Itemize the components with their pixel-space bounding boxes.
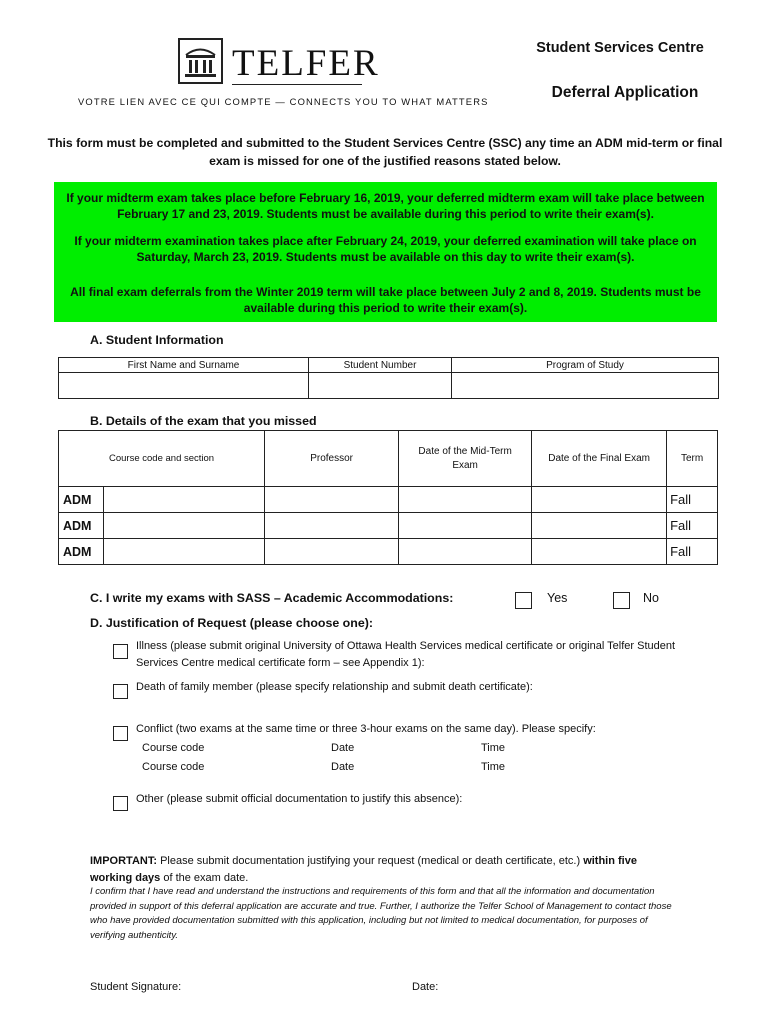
signature-label: Student Signature: (90, 981, 182, 993)
course-prefix: ADM (59, 513, 104, 539)
table-row (59, 513, 718, 539)
deferral-notice-box (54, 182, 717, 322)
illness-label: Illness (please submit original University of Ottawa Health Services medical certificate or original Telfer Student Services Centre medical certificate form – see Appendix 1): (136, 640, 676, 669)
other-label: Other (please submit official documentation to justify this absence): (136, 793, 463, 805)
final-date-field[interactable] (532, 539, 667, 565)
notice-final: All final exam deferrals from the Winter 2019 term will take place between July 2 and 8, 2019. Students must be available during this period to write their exam(s). (70, 285, 701, 315)
important-deadline: within five working days (90, 855, 637, 884)
sass-no-label: No (643, 591, 659, 605)
sass-yes-label: Yes (547, 591, 568, 605)
conflict-checkbox[interactable] (113, 726, 128, 741)
illness-checkbox[interactable] (113, 644, 128, 659)
section-d-title: D. Justification of Request (please choose one): (90, 616, 373, 630)
final-date-field[interactable] (532, 513, 667, 539)
intro-text: This form must be completed and submitted to the Student Services Centre (SSC) any time an ADM mid-term or final exam is missed for one of the justified reasons stated below. (47, 136, 723, 168)
student-number-field[interactable] (309, 373, 452, 399)
col-midterm-date-header: Date of the Mid-Term Exam (399, 431, 532, 487)
term-value: Fall (667, 487, 718, 513)
col-name-header: First Name and Surname (59, 358, 309, 373)
sass-yes-checkbox[interactable] (515, 592, 532, 609)
col-final-date-header: Date of the Final Exam (532, 431, 667, 487)
term-value: Fall (667, 513, 718, 539)
col-student-number-header: Student Number (309, 358, 452, 373)
table-row (59, 539, 718, 565)
conflict-course-code-1: Course code (142, 742, 205, 754)
conflict-date-2: Date (331, 761, 355, 773)
conflict-time-2: Time (481, 761, 506, 773)
midterm-date-field[interactable] (399, 513, 532, 539)
logo-rule (232, 84, 362, 85)
final-date-field[interactable] (532, 487, 667, 513)
conflict-date-1: Date (331, 742, 355, 754)
tagline: VOTRE LIEN AVEC CE QUI COMPTE — CONNECTS YOU TO WHAT MATTERS (78, 96, 489, 107)
other-checkbox[interactable] (113, 796, 128, 811)
conflict-course-code-2: Course code (142, 761, 205, 773)
declaration-text: I confirm that I have read and understand the instructions and requirements of this form and that all the information and documentation provided in support of this deferral application are accurate and true. Further, I authorize the Telfer School of Management to contact those who have provided documentation submitted with this application, including but not limited to medical documentation, for purposes of verifying authenticity. (90, 886, 672, 941)
course-section-field[interactable] (104, 487, 265, 513)
exam-details-table (58, 430, 718, 565)
course-prefix: ADM (59, 487, 104, 513)
col-term-header: Term (667, 431, 718, 487)
midterm-date-field[interactable] (399, 539, 532, 565)
col-course-header: Course code and section (59, 431, 265, 487)
section-c-title: C. I write my exams with SASS – Academic Accommodations: (90, 591, 454, 605)
program-field[interactable] (452, 373, 719, 399)
course-section-field[interactable] (104, 513, 265, 539)
course-prefix: ADM (59, 539, 104, 565)
notice-midterm-before: If your midterm exam takes place before February 16, 2019, your deferred midterm exam will take place between February 17 and 23, 2019. Students must be available during this period to write their exam(s). (66, 191, 705, 221)
notice-midterm-after: If your midterm examination takes place after February 24, 2019, your deferred examination will take place on Saturday, March 23, 2019. Students must be available on this day to write their exam(s). (74, 234, 697, 264)
section-a-title: A. Student Information (90, 333, 224, 347)
sass-no-checkbox[interactable] (613, 592, 630, 609)
death-label: Death of family member (please specify relationship and submit death certificate): (136, 681, 533, 693)
signature-date-label: Date: (412, 981, 439, 993)
important-text: Please submit documentation justifying your request (medical or death certificate, etc.) (160, 855, 581, 867)
professor-field[interactable] (265, 539, 399, 565)
section-b-title: B. Details of the exam that you missed (90, 414, 317, 428)
table-row (59, 487, 718, 513)
name-field[interactable] (59, 373, 309, 399)
course-section-field[interactable] (104, 539, 265, 565)
important-note (90, 853, 670, 887)
midterm-date-field[interactable] (399, 487, 532, 513)
important-tail: of the exam date. (163, 872, 249, 884)
logo-wordmark: TELFER (232, 43, 380, 84)
important-label: IMPORTANT: (90, 855, 158, 867)
professor-field[interactable] (265, 513, 399, 539)
death-checkbox[interactable] (113, 684, 128, 699)
col-program-header: Program of Study (452, 358, 719, 373)
office-name: Student Services Centre (536, 40, 704, 56)
student-info-table (58, 357, 719, 399)
conflict-label: Conflict (two exams at the same time or three 3-hour exams on the same day). Please specify: (136, 723, 596, 735)
col-professor-header: Professor (265, 431, 399, 487)
professor-field[interactable] (265, 487, 399, 513)
form-title: Deferral Application (551, 84, 699, 101)
telfer-logo-icon (178, 38, 223, 84)
conflict-time-1: Time (481, 742, 506, 754)
term-value: Fall (667, 539, 718, 565)
